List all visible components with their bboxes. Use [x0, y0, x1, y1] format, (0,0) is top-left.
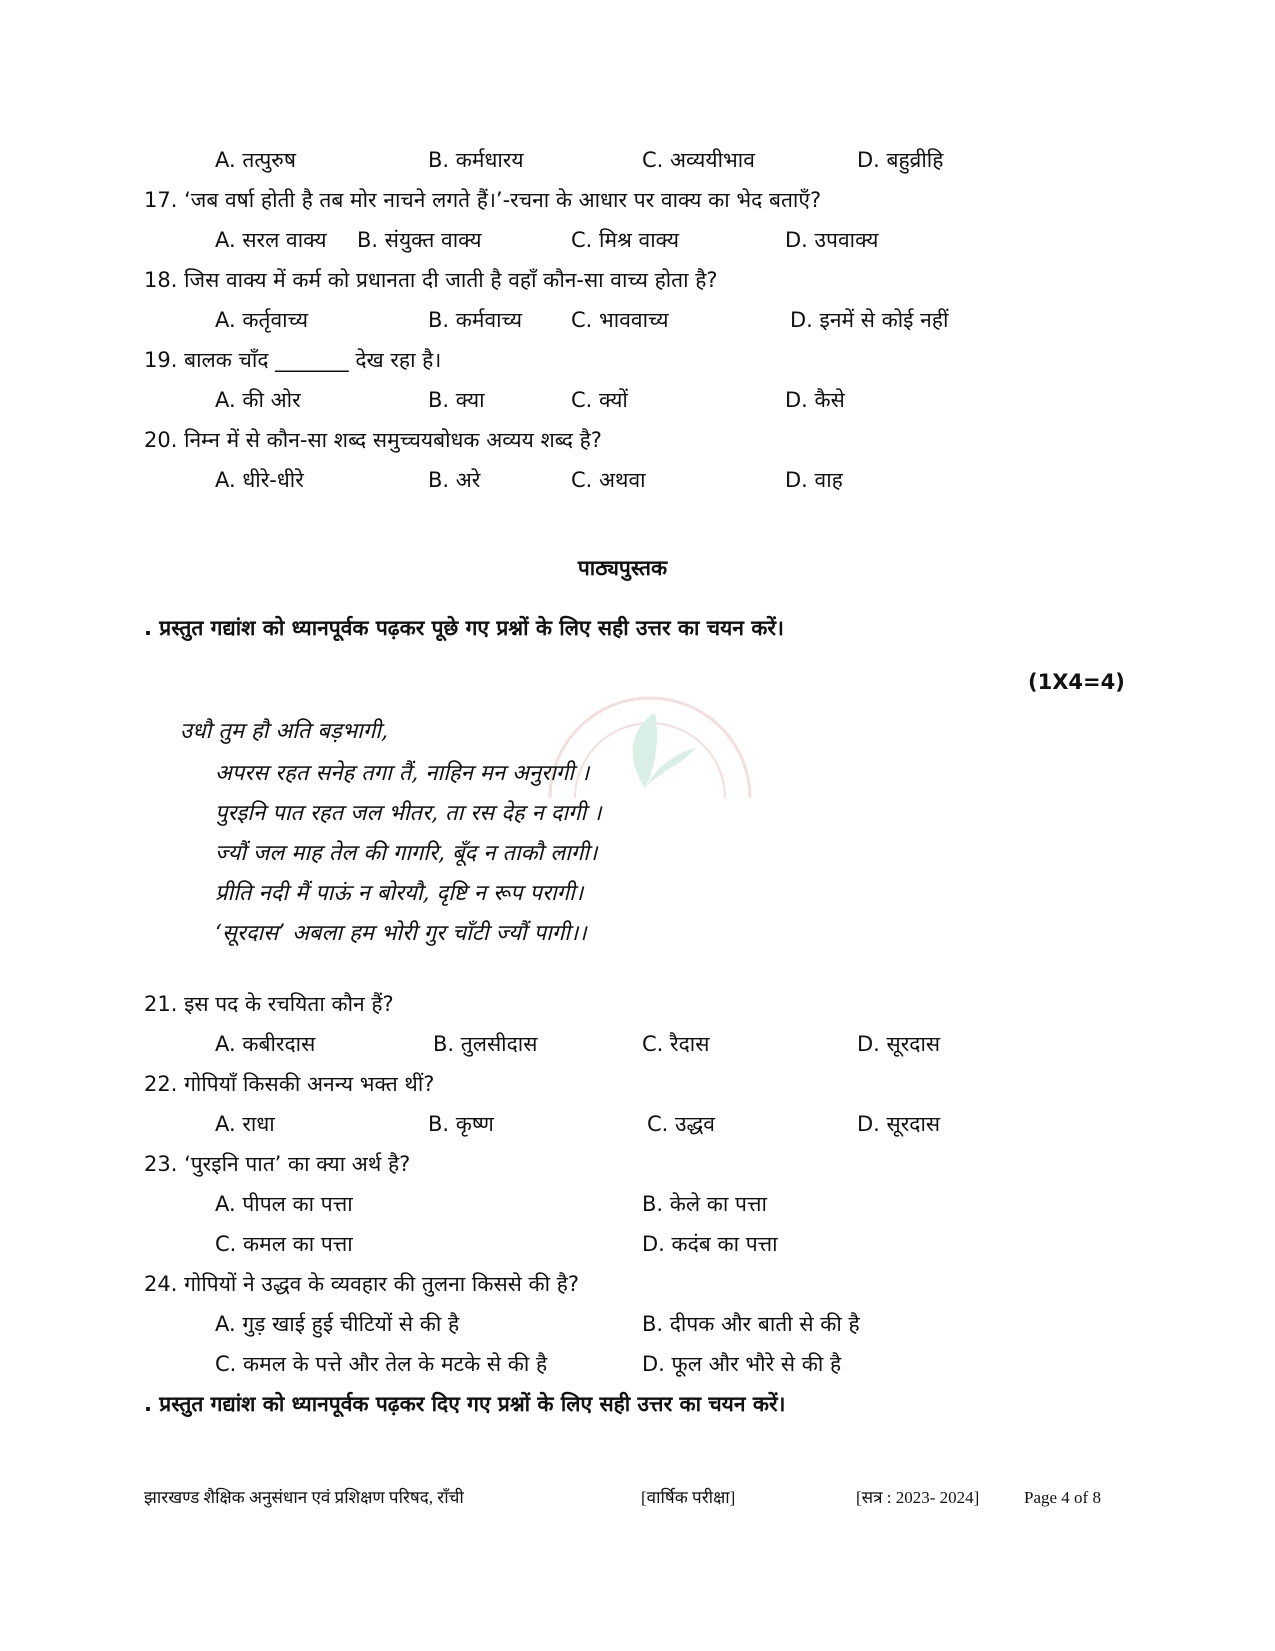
option-a: A. सरल वाक्य [215, 228, 327, 252]
poem-line: अपरस रहत सनेह तगा तैं, नाहिन मन अनुरागी । [215, 761, 590, 786]
option-a: A. की ओर [215, 388, 301, 412]
option-c: C. क्यों [571, 388, 628, 412]
option-b: B. क्या [428, 388, 485, 412]
question-18: 18. जिस वाक्य में कर्म को प्रधानता दी जाती है वहाँ कौन-सा वाच्य होता है? [144, 268, 718, 292]
option-c: C. अव्ययीभाव [642, 148, 755, 172]
option-c: C. रैदास [642, 1032, 710, 1056]
option-b: B. संयुक्त वाक्य [357, 228, 482, 252]
instruction: . प्रस्तुत गद्यांश को ध्यानपूर्वक पढ़कर पूछे गए प्रश्नों के लिए सही उत्तर का चयन करें। [144, 616, 784, 640]
option-d: D. बहुव्रीहि [857, 148, 944, 172]
footer-exam: [वार्षिक परीक्षा] [641, 1488, 736, 1507]
option-d: D. फूल और भौरे से की है [642, 1352, 842, 1376]
page-number: Page 4 of 8 [1024, 1488, 1101, 1507]
footer-session: [सत्र : 2023- 2024] [856, 1488, 980, 1507]
option-c: C. मिश्र वाक्य [571, 228, 680, 252]
option-d: D. इनमें से कोई नहीं [790, 308, 949, 332]
question-23: 23. ‘पुरइनि पात’ का क्या अर्थ है? [144, 1152, 411, 1176]
option-c: C. कमल के पत्ते और तेल के मटके से की है [215, 1352, 548, 1376]
poem-line: ‘सूरदास’ अबला हम भोरी गुर चाँटी ज्यौं पागी।। [215, 921, 587, 946]
question-21: 21. इस पद के रचयिता कौन हैं? [144, 992, 394, 1016]
option-d: D. सूरदास [857, 1032, 941, 1056]
question-24: 24. गोपियों ने उद्धव के व्यवहार की तुलना किससे की है? [144, 1272, 580, 1296]
option-b: B. कृष्ण [428, 1112, 494, 1136]
poem-line: उधौ तुम हौ अति बड़भागी, [180, 719, 388, 744]
option-d: D. उपवाक्य [785, 228, 879, 252]
option-c: C. कमल का पत्ता [215, 1232, 353, 1256]
option-d: D. सूरदास [857, 1112, 941, 1136]
option-b: B. कर्मवाच्य [428, 308, 523, 332]
option-a: A. राधा [215, 1112, 275, 1136]
option-c: C. अथवा [571, 468, 646, 492]
option-b: B. केले का पत्ता [642, 1192, 767, 1216]
option-b: B. कर्मधारय [428, 148, 524, 172]
option-a: A. गुड़ खाई हुई चीटियों से की है [215, 1312, 460, 1336]
question-17: 17. ‘जब वर्षा होती है तब मोर नाचने लगते हैं।’-रचना के आधार पर वाक्य का भेद बताएँ? [144, 188, 822, 212]
question-22: 22. गोपियाँ किसकी अनन्य भक्त थीं? [144, 1072, 435, 1096]
poem-line: ज्यौं जल माह तेल की गागरि, बूँद न ताकौ लागी। [215, 841, 598, 866]
instruction: . प्रस्तुत गद्यांश को ध्यानपूर्वक पढ़कर दिए गए प्रश्नों के लिए सही उत्तर का चयन करें। [144, 1392, 786, 1416]
option-d: D. कदंब का पत्ता [642, 1232, 778, 1256]
poem-line: पुरइनि पात रहत जल भीतर, ता रस देह न दागी । [215, 801, 602, 826]
option-b: B. अरे [428, 468, 481, 492]
footer-org: झारखण्ड शैक्षिक अनुसंधान एवं प्रशिक्षण परिषद, राँची [144, 1488, 464, 1507]
option-a: A. धीरे-धीरे [215, 468, 304, 492]
question-19: 19. बालक चाँद _______ देख रहा है। [144, 348, 442, 372]
option-a: A. पीपल का पत्ता [215, 1192, 353, 1216]
question-20: 20. निम्न में से कौन-सा शब्द समुच्चयबोधक अव्यय शब्द है? [144, 428, 602, 452]
option-b: B. दीपक और बाती से की है [642, 1312, 860, 1336]
option-d: D. वाह [785, 468, 843, 492]
option-c: C. उद्धव [647, 1112, 715, 1136]
marks: (1X4=4) [1028, 670, 1125, 694]
option-a: A. कबीरदास [215, 1032, 316, 1056]
option-a: A. तत्पुरुष [215, 148, 296, 172]
poem-line: प्रीति नदी मैं पाऊं न बोरयौ, दृष्टि न रूप परागी। [215, 881, 584, 906]
option-a: A. कर्तृवाच्य [215, 308, 309, 332]
option-d: D. कैसे [785, 388, 845, 412]
option-b: B. तुलसीदास [433, 1032, 538, 1056]
option-c: C. भाववाच्य [571, 308, 669, 332]
section-title: पाठ्यपुस्तक [577, 556, 668, 580]
